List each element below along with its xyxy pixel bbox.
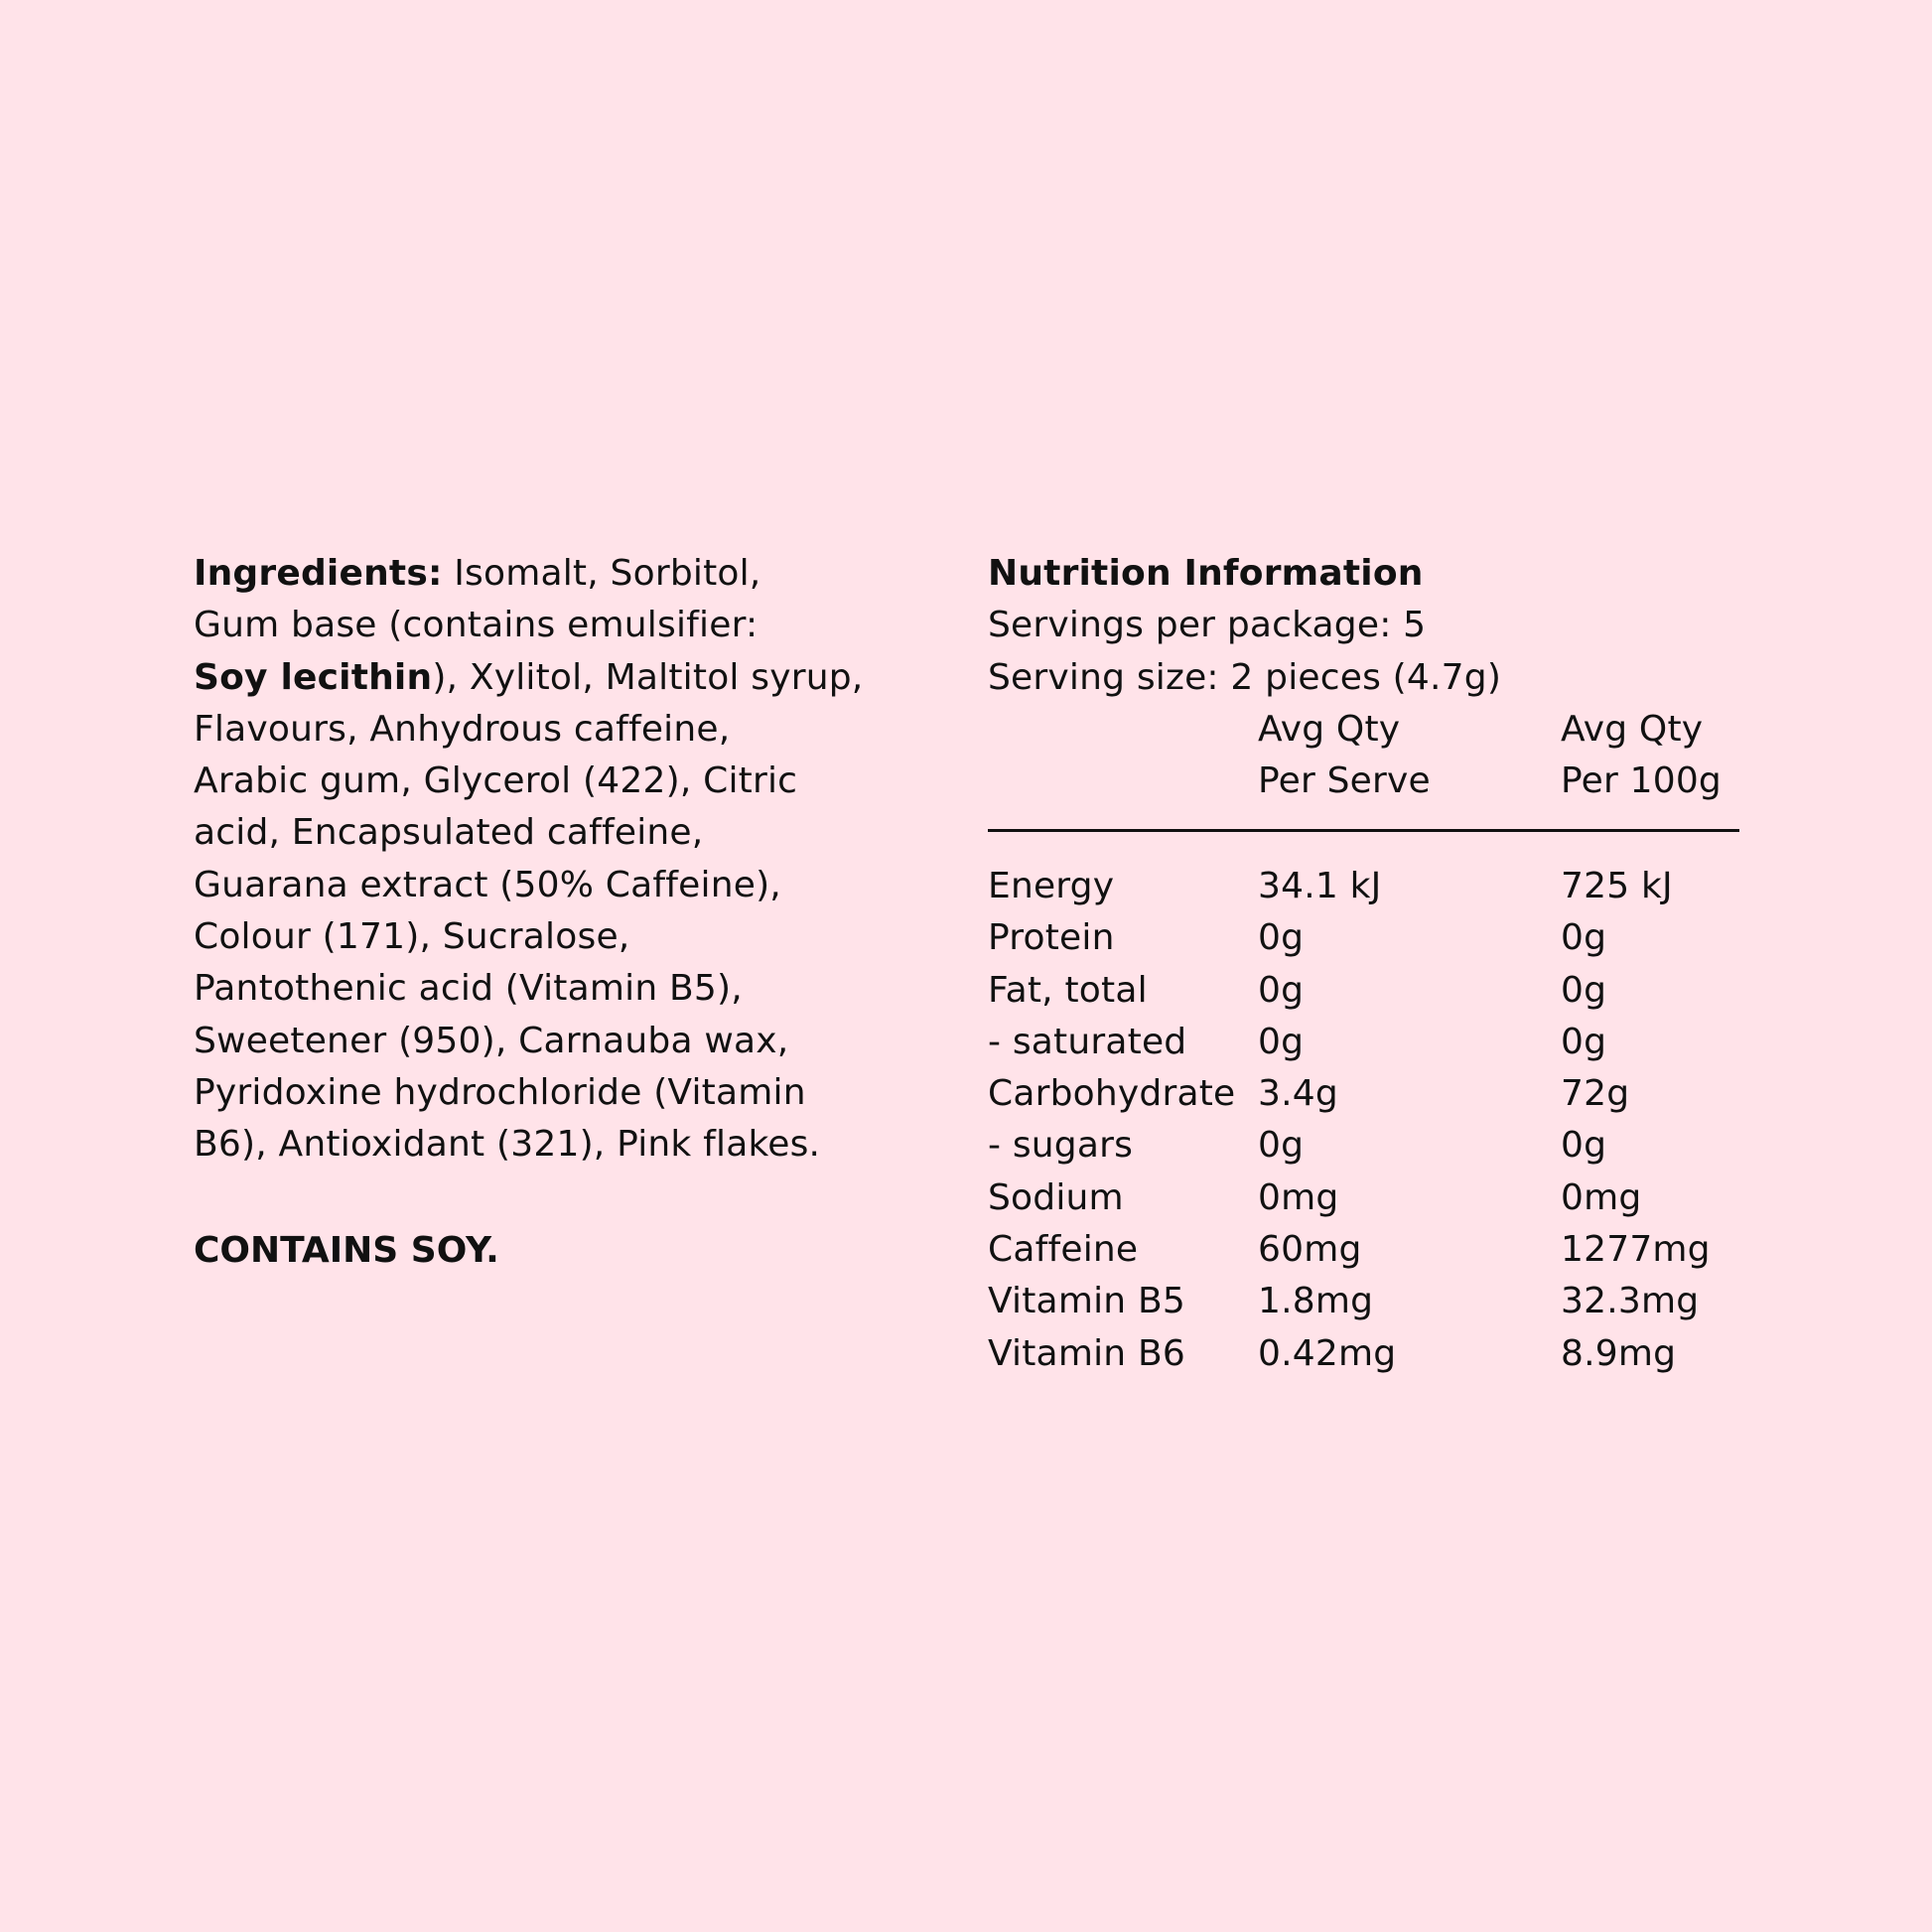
per-serve-value: 0.42mg [1258, 1332, 1397, 1374]
ingredients-line-9: Pantothenic acid (Vitamin B5), [194, 968, 743, 1010]
per-100g-value: 0mg [1561, 1176, 1642, 1218]
nutrition-row-sugars [988, 1120, 1742, 1172]
per-100g-value: 0g [1561, 1021, 1607, 1062]
nutrition-header [988, 548, 1742, 807]
nutrient-name: Caffeine [988, 1229, 1139, 1271]
per-serve-value: 0g [1258, 1125, 1305, 1167]
nutrition-title: Nutrition Information [988, 553, 1424, 594]
nutrition-row-protein [988, 912, 1742, 964]
per-serve-value: 34.1 kJ [1258, 866, 1382, 906]
column-header-per-serve-line1: Avg Qty [1258, 708, 1401, 750]
ingredients-text: Isomalt, Sorbitol, [442, 553, 761, 594]
per-serve-value: 0mg [1258, 1176, 1339, 1218]
ingredients-line-5: Arabic gum, Glycerol (422), Citric [194, 760, 798, 802]
ingredients-line-4: Flavours, Anhydrous caffeine, [194, 708, 731, 750]
nutrient-name: - saturated [988, 1021, 1187, 1062]
per-serve-value: 60mg [1258, 1229, 1362, 1271]
nutrition-row-caffeine [988, 1224, 1742, 1276]
per-serve-value: 0g [1258, 969, 1305, 1011]
per-100g-value: 0g [1561, 917, 1607, 959]
ingredients-line-10: Sweetener (950), Carnauba wax, [194, 1020, 789, 1061]
servings-per-package: Servings per package: 5 [988, 605, 1427, 646]
nutrition-row-vitamin-b6 [988, 1328, 1742, 1380]
nutrition-row-vitamin-b5 [988, 1276, 1742, 1327]
ingredients-block [194, 548, 889, 1172]
per-serve-value: 0g [1258, 1021, 1305, 1062]
per-100g-value: 0g [1561, 1125, 1607, 1167]
per-100g-value: 0g [1561, 969, 1607, 1011]
ingredients-line-3 [194, 652, 889, 704]
per-serve-value: 1.8mg [1258, 1281, 1374, 1322]
nutrient-name: Vitamin B6 [988, 1332, 1185, 1374]
column-header-per-100g-line2: Per 100g [1561, 760, 1722, 802]
nutrition-row-sodium [988, 1173, 1742, 1224]
nutrition-row-saturated [988, 1017, 1742, 1068]
ingredients-line-1 [194, 548, 889, 600]
ingredients-line-6: acid, Encapsulated caffeine, [194, 812, 704, 854]
per-100g-value: 32.3mg [1561, 1281, 1700, 1322]
ingredients-line-2: Gum base (contains emulsifier: [194, 605, 759, 646]
ingredients-line-7: Guarana extract (50% Caffeine), [194, 864, 781, 905]
ingredients-text: ), Xylitol, Maltitol syrup, [432, 656, 864, 698]
nutrition-row-energy [988, 861, 1742, 912]
ingredients-line-11: Pyridoxine hydrochloride (Vitamin [194, 1071, 806, 1113]
column-header-per-serve-line2: Per Serve [1258, 760, 1431, 802]
per-100g-value: 1277mg [1561, 1229, 1711, 1271]
allergen-soy-lecithin: Soy lecithin [194, 656, 433, 698]
nutrient-name: - sugars [988, 1125, 1134, 1167]
per-100g-value: 8.9mg [1561, 1332, 1677, 1374]
allergen-statement: CONTAINS SOY. [194, 1230, 499, 1271]
ingredients-line-12: B6), Antioxidant (321), Pink flakes. [194, 1124, 821, 1166]
per-serve-value: 3.4g [1258, 1073, 1338, 1115]
serving-size: Serving size: 2 pieces (4.7g) [988, 656, 1502, 698]
per-100g-value: 725 kJ [1561, 866, 1673, 906]
nutrition-table [988, 861, 1742, 1380]
nutrient-name: Carbohydrate [988, 1073, 1236, 1115]
per-serve-value: 0g [1258, 917, 1305, 959]
ingredients-line-8: Colour (171), Sucralose, [194, 916, 630, 958]
nutrition-row-carbohydrate [988, 1068, 1742, 1120]
nutrient-name: Fat, total [988, 969, 1148, 1011]
column-header-row-1 [988, 704, 1742, 756]
nutrient-name: Energy [988, 866, 1115, 906]
column-header-row-2 [988, 756, 1742, 807]
nutrient-name: Sodium [988, 1176, 1124, 1218]
nutrition-row-fat-total [988, 965, 1742, 1017]
per-100g-value: 72g [1561, 1073, 1630, 1115]
column-header-per-100g-line1: Avg Qty [1561, 708, 1704, 750]
nutrient-name: Vitamin B5 [988, 1281, 1185, 1322]
table-divider [988, 829, 1739, 832]
ingredients-heading: Ingredients: [194, 553, 443, 594]
nutrient-name: Protein [988, 917, 1115, 959]
